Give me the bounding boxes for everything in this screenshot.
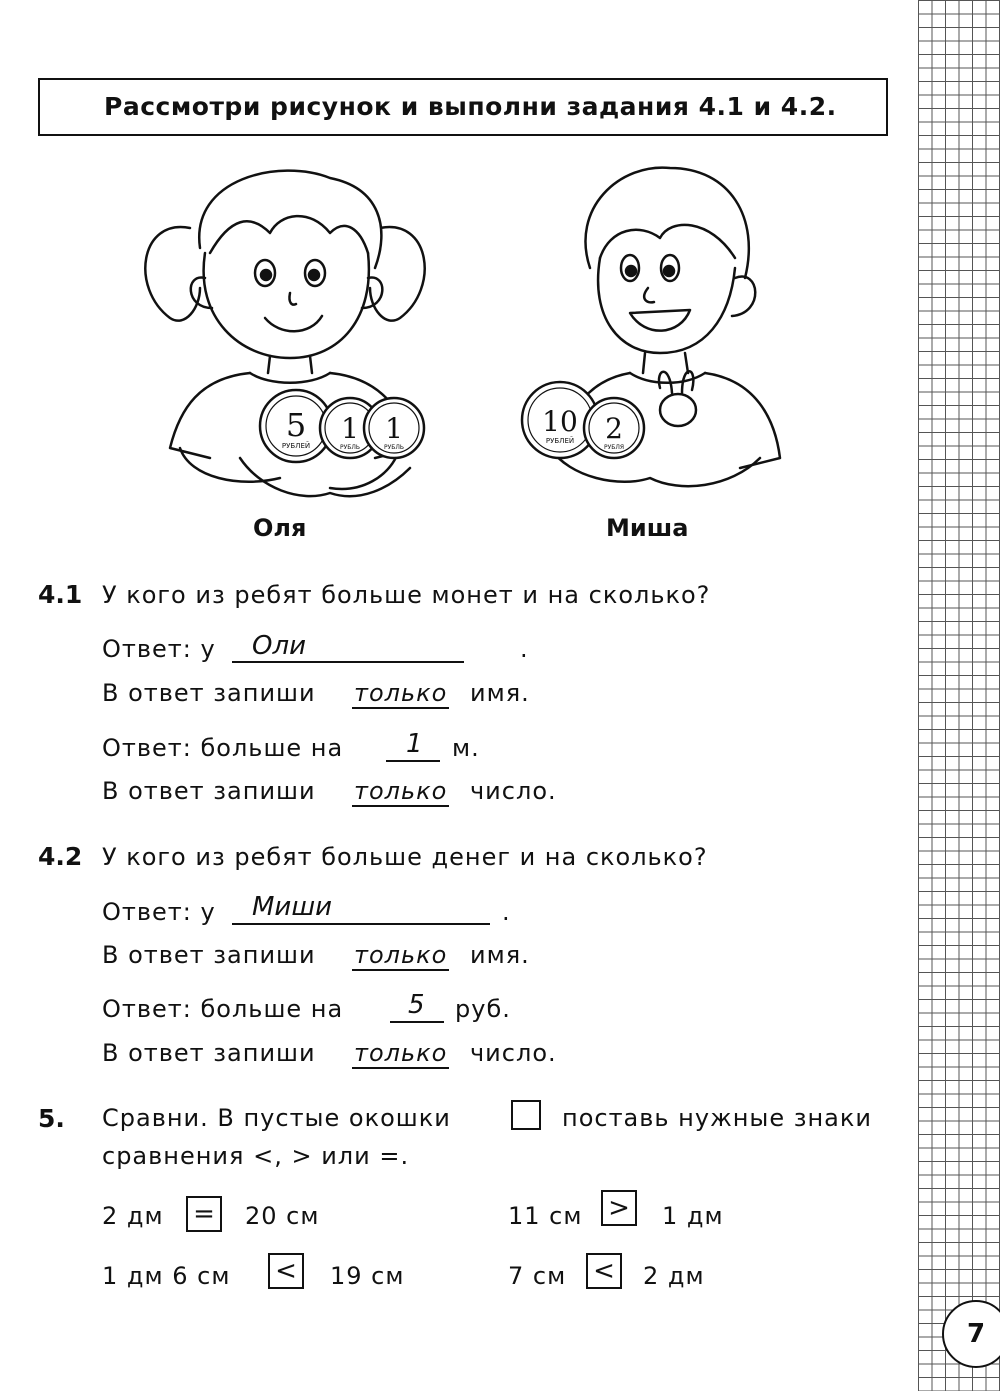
- task-4-2-answer1-prefix: Ответ: у: [102, 898, 216, 926]
- comparison-1-left: 2 дм: [102, 1202, 164, 1230]
- coin-1b-value: 1: [385, 412, 403, 445]
- comparison-1-right: 20 см: [245, 1202, 320, 1230]
- comparison-2-sign: >: [608, 1193, 630, 1223]
- girl-coins: [258, 386, 428, 466]
- instruction-text: Рассмотри рисунок и выполни задания 4.1 и 4.2.: [104, 92, 837, 121]
- task-4-2-number: 4.2: [38, 842, 83, 871]
- task-4-1-answer2-prefix: Ответ: больше на: [102, 734, 344, 762]
- coin-5-word: РУБЛЕЙ: [281, 442, 311, 450]
- instruction-box: [38, 78, 888, 136]
- task-4-1-note2-suffix: число.: [470, 777, 557, 805]
- coin-10-value: 10: [542, 405, 578, 438]
- comparison-3-sign-box[interactable]: [268, 1253, 304, 1289]
- example-empty-box: [511, 1100, 541, 1130]
- task-4-2-question: У кого из ребят больше денег и на сколько?: [102, 843, 708, 871]
- task-4-1-note2-prefix: В ответ запиши: [102, 777, 316, 805]
- task-4-2-answer1-value: Миши: [252, 892, 333, 922]
- task-4-1-answer1-suffix: .: [520, 635, 529, 663]
- task-4-2-note1-suffix: имя.: [470, 941, 530, 969]
- task-4-2-answer1-line[interactable]: [232, 923, 490, 925]
- task-4-1-answer2-value: 1: [406, 729, 423, 759]
- comparison-4-sign-box[interactable]: [586, 1253, 622, 1289]
- task-4-1-answer1-prefix: Ответ: у: [102, 635, 216, 663]
- comparison-1-sign: =: [193, 1199, 215, 1229]
- coin-2-icon: [584, 398, 644, 458]
- coin-2-word: РУБЛЯ: [603, 444, 625, 451]
- girl-name: Оля: [253, 514, 307, 542]
- task-4-2-answer1-suffix: .: [502, 898, 511, 926]
- task-4-1-answer2-suffix: м.: [452, 734, 480, 762]
- task-4-2-answer2-prefix: Ответ: больше на: [102, 995, 344, 1023]
- comparison-2-right: 1 дм: [662, 1202, 724, 1230]
- task-5-line2: сравнения <, > или =.: [102, 1142, 410, 1170]
- boy-coins: [520, 376, 650, 466]
- boy-name: Миша: [606, 514, 689, 542]
- task-5-line1-a: Сравни. В пустые окошки: [102, 1104, 451, 1132]
- comparison-3-left: 1 дм 6 см: [102, 1262, 231, 1290]
- task-4-1-answer1-line[interactable]: [232, 661, 464, 663]
- task-4-2-answer2-value: 5: [408, 990, 425, 1020]
- comparison-2-left: 11 см: [508, 1202, 583, 1230]
- task-4-1-note1-only: только: [354, 679, 448, 707]
- comparison-3-right: 19 см: [330, 1262, 405, 1290]
- task-4-2-note2-prefix: В ответ запиши: [102, 1039, 316, 1067]
- coin-2-value: 2: [605, 412, 623, 445]
- task-4-1-answer2-line[interactable]: [386, 760, 440, 762]
- task-4-1-number: 4.1: [38, 580, 83, 609]
- task-5-number: 5.: [38, 1104, 65, 1133]
- task-4-1-note1-prefix: В ответ запиши: [102, 679, 316, 707]
- comparison-4-sign: <: [593, 1256, 615, 1286]
- coin-10-word: РУБЛЕЙ: [545, 437, 575, 445]
- page-number-text: 7: [966, 1319, 986, 1349]
- task-4-2-answer2-line[interactable]: [390, 1021, 444, 1023]
- coin-1a-value: 1: [341, 412, 359, 445]
- task-4-1-answer1-value: Оли: [252, 631, 306, 661]
- comparison-2-sign-box[interactable]: [601, 1190, 637, 1226]
- coin-1-icon: [364, 398, 424, 458]
- grid-margin: [918, 0, 1000, 1391]
- task-4-2-note2-suffix: число.: [470, 1039, 557, 1067]
- coin-5-value: 5: [285, 406, 307, 444]
- task-4-1-note1-suffix: имя.: [470, 679, 530, 707]
- comparison-1-sign-box[interactable]: [186, 1196, 222, 1232]
- task-4-2-note1-only: только: [354, 941, 448, 969]
- task-4-2-note2-only: только: [354, 1039, 448, 1067]
- task-5-line1-b: поставь нужные знаки: [562, 1104, 872, 1132]
- task-4-1-question: У кого из ребят больше монет и на сколько?: [102, 581, 711, 609]
- task-4-1-note2-only: только: [354, 777, 448, 805]
- comparison-4-right: 2 дм: [643, 1262, 705, 1290]
- coin-1b-word: РУБЛЬ: [383, 444, 405, 451]
- comparison-4-left: 7 см: [508, 1262, 567, 1290]
- task-4-2-note1-prefix: В ответ запиши: [102, 941, 316, 969]
- coin-1a-word: РУБЛЬ: [339, 444, 361, 451]
- task-4-2-answer2-suffix: руб.: [455, 995, 511, 1023]
- comparison-3-sign: <: [275, 1256, 297, 1286]
